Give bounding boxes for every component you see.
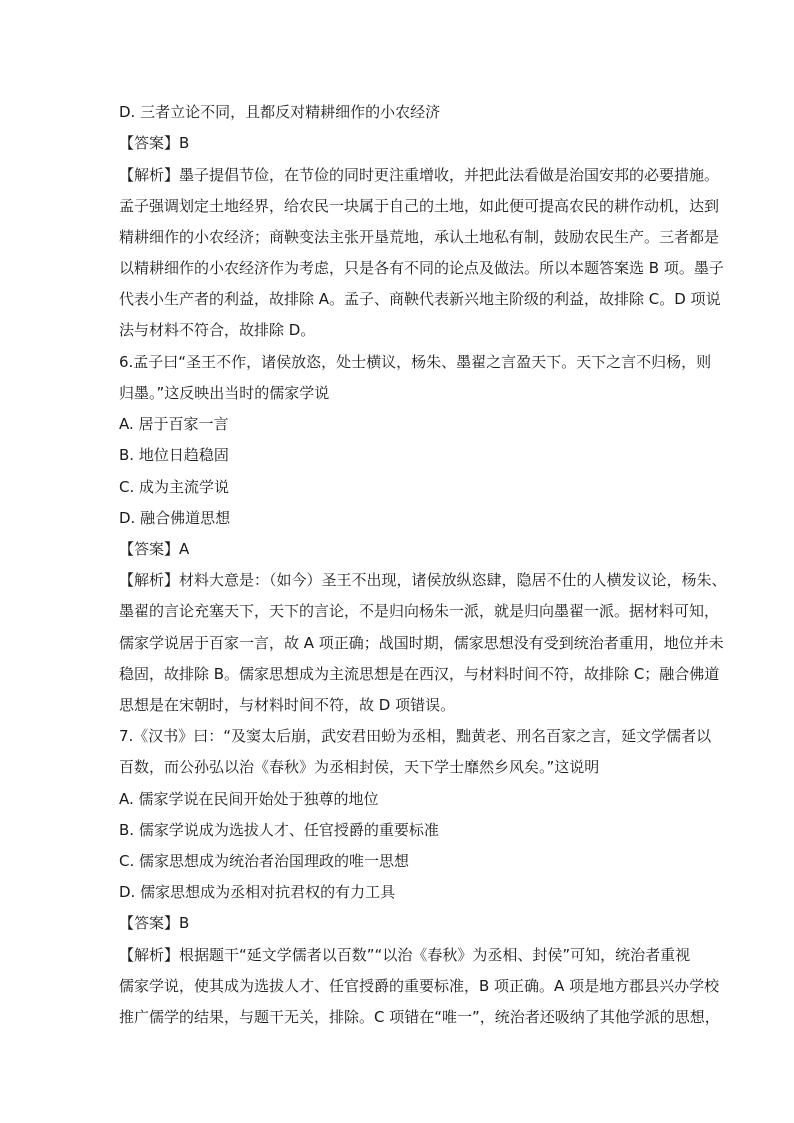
explanation-q6-line-2: 墨翟的言论充塞天下，天下的言论，不是归向杨朱一派，就是归向墨翟一派。据材料可知， <box>119 602 720 620</box>
question-7-stem-line-1: 7.《汉书》曰：“及窦太后崩，武安君田蚡为丞相，黜黄老、刑名百家之言，延文学儒者以 <box>119 727 712 745</box>
explanation-q7-line-1: 【解析】根据题干“延文学儒者以百数”“以治《春秋》为丞相、封侯”可知，统治者重视 <box>119 946 691 964</box>
option-d-q7: D. 儒家思想成为丞相对抗君权的有力工具 <box>119 883 396 901</box>
option-d-q6: D. 融合佛道思想 <box>119 509 231 527</box>
answer-label-q6: 【答案】A <box>119 540 190 558</box>
explanation-q5-line-6: 法与材料不符合，故排除 D。 <box>119 321 316 339</box>
explanation-q7-line-3: 推广儒学的结果，与题干无关，排除。C 项错在“唯一”，统治者还吸纳了其他学派的思想， <box>119 1008 720 1026</box>
explanation-q5-line-1: 【解析】墨子提倡节俭，在节俭的同时更注重增收，并把此法看做是治国安邦的必要措施。 <box>119 166 720 184</box>
question-7-stem-line-2: 百数，而公孙弘以治《春秋》为丞相封侯，天下学士靡然乡风矣。”这说明 <box>119 758 600 776</box>
explanation-q6-line-1: 【解析】材料大意是：（如今）圣王不出现，诸侯放纵恣肆，隐居不仕的人横发议论，杨朱、 <box>119 571 727 589</box>
answer-label-q5: 【答案】B <box>119 134 190 152</box>
question-6-stem-line-2: 归墨。”这反映出当时的儒家学说 <box>119 384 330 402</box>
option-c-q7: C. 儒家思想成为统治者治国理政的唯一思想 <box>119 852 410 870</box>
question-6-stem-line-1: 6.孟子曰“圣王不作，诸侯放恣，处士横议，杨朱、墨翟之言盈天下。天下之言不归杨，则 <box>119 353 712 371</box>
explanation-q6-line-4: 稳固，故排除 B。儒家思想成为主流思想是在西汉，与材料时间不符，故排除 C；融合佛道 <box>119 665 720 683</box>
option-a-q7: A. 儒家学说在民间开始处于独尊的地位 <box>119 790 379 808</box>
explanation-q5-line-5: 代表小生产者的利益，故排除 A。孟子、商鞅代表新兴地主阶级的利益，故排除 C。D 项说 <box>119 290 721 308</box>
option-d-q5: D. 三者立论不同，且都反对精耕细作的小农经济 <box>119 103 441 121</box>
explanation-q5-line-4: 以精耕细作的小农经济作为考虑，只是各有不同的论点及做法。所以本题答案选 B 项。墨子 <box>119 259 724 277</box>
option-b-q7: B. 儒家学说成为选拔人才、任官授爵的重要标准 <box>119 821 439 839</box>
option-a-q6: A. 居于百家一言 <box>119 415 229 433</box>
option-c-q6: C. 成为主流学说 <box>119 478 230 496</box>
option-b-q6: B. 地位日趋稳固 <box>119 446 229 464</box>
answer-label-q7: 【答案】B <box>119 914 190 932</box>
explanation-q7-line-2: 儒家学说，使其成为选拔人才、任官授爵的重要标准，B 项正确。A 项是地方郡县兴办学校 <box>119 977 720 995</box>
explanation-q6-line-3: 儒家学说居于百家一言，故 A 项正确；战国时期，儒家思想没有受到统治者重用，地位并未 <box>119 634 724 652</box>
explanation-q5-line-3: 精耕细作的小农经济；商鞅变法主张开垦荒地，承认土地私有制，鼓励农民生产。三者都是 <box>119 228 720 246</box>
explanation-q6-line-5: 思想是在宋朝时，与材料时间不符，故 D 项错误。 <box>119 696 456 714</box>
explanation-q5-line-2: 孟子强调划定土地经界，给农民一块属于自己的土地，如此便可提高农民的耕作动机，达到 <box>119 197 720 215</box>
